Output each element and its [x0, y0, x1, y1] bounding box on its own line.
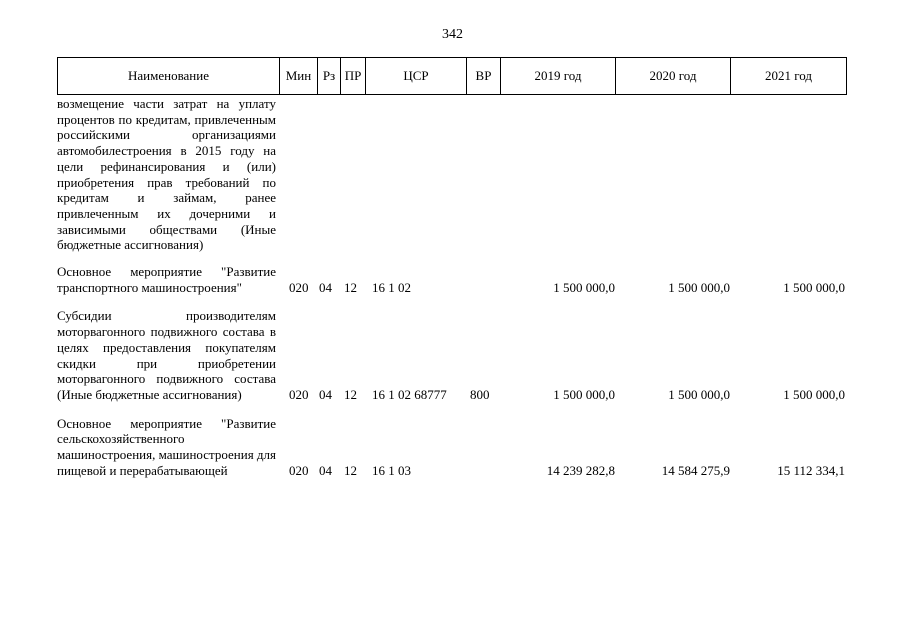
table-row: [57, 308, 846, 402]
row-min: 020: [289, 462, 309, 478]
header-pr: ПР: [341, 58, 366, 95]
row-name: возмещение части затрат на уплату процентов по кредитам, привлеченным российскими организациями автомобилестроения в 2015 году на цели рефинансирования и (или) приобретения прав требований по кредитам и займам, ранее привлеченным их дочерними и зависимыми обществами (Иные бюджетные ассигнования): [57, 96, 276, 253]
table-row: [57, 96, 846, 253]
table-row: [57, 264, 846, 295]
row-2021: 15 112 334,1: [777, 462, 845, 478]
header-rz: Рз: [318, 58, 341, 95]
row-csr: 16 1 02: [372, 279, 411, 295]
header-csr: ЦСР: [366, 58, 467, 95]
header-name: Наименование: [58, 58, 280, 95]
row-2020: 1 500 000,0: [668, 386, 730, 402]
row-pr: 12: [344, 279, 357, 295]
row-name: Основное мероприятие "Развитие транспортного машиностроения": [57, 264, 276, 295]
row-rz: 04: [319, 462, 332, 478]
row-name: Основное мероприятие "Развитие сельскохозяйственного машиностроения, машиностроения для пищевой и перерабатывающей: [57, 415, 277, 478]
row-2019: 1 500 000,0: [553, 279, 615, 295]
table-header: [57, 57, 847, 95]
row-2021: 1 500 000,0: [783, 279, 845, 295]
header-min: Мин: [280, 58, 318, 95]
header-2019: 2019 год: [501, 58, 616, 95]
row-rz: 04: [319, 279, 332, 295]
table-row: [57, 416, 846, 479]
header-vr: ВР: [467, 58, 501, 95]
row-2019: 14 239 282,8: [546, 462, 615, 478]
row-min: 020: [289, 279, 309, 295]
row-pr: 12: [344, 462, 357, 478]
row-rz: 04: [319, 386, 332, 402]
row-2020: 1 500 000,0: [668, 279, 730, 295]
row-name: Субсидии производителям моторвагонного подвижного состава в целях предоставления покупателям скидки при приобретении моторвагонного подвижного состава (Иные бюджетные ассигнования): [57, 308, 276, 402]
header-2021: 2021 год: [731, 58, 847, 95]
row-csr: 16 1 02 68777: [372, 386, 447, 402]
row-min: 020: [289, 386, 309, 402]
row-2021: 1 500 000,0: [783, 386, 845, 402]
row-2020: 14 584 275,9: [661, 462, 730, 478]
header-2020: 2020 год: [616, 58, 731, 95]
page-number: 342: [442, 27, 463, 42]
row-vr: 800: [470, 386, 490, 402]
row-pr: 12: [344, 386, 357, 402]
row-csr: 16 1 03: [372, 462, 411, 478]
row-2019: 1 500 000,0: [553, 386, 615, 402]
table-body: [57, 94, 846, 478]
